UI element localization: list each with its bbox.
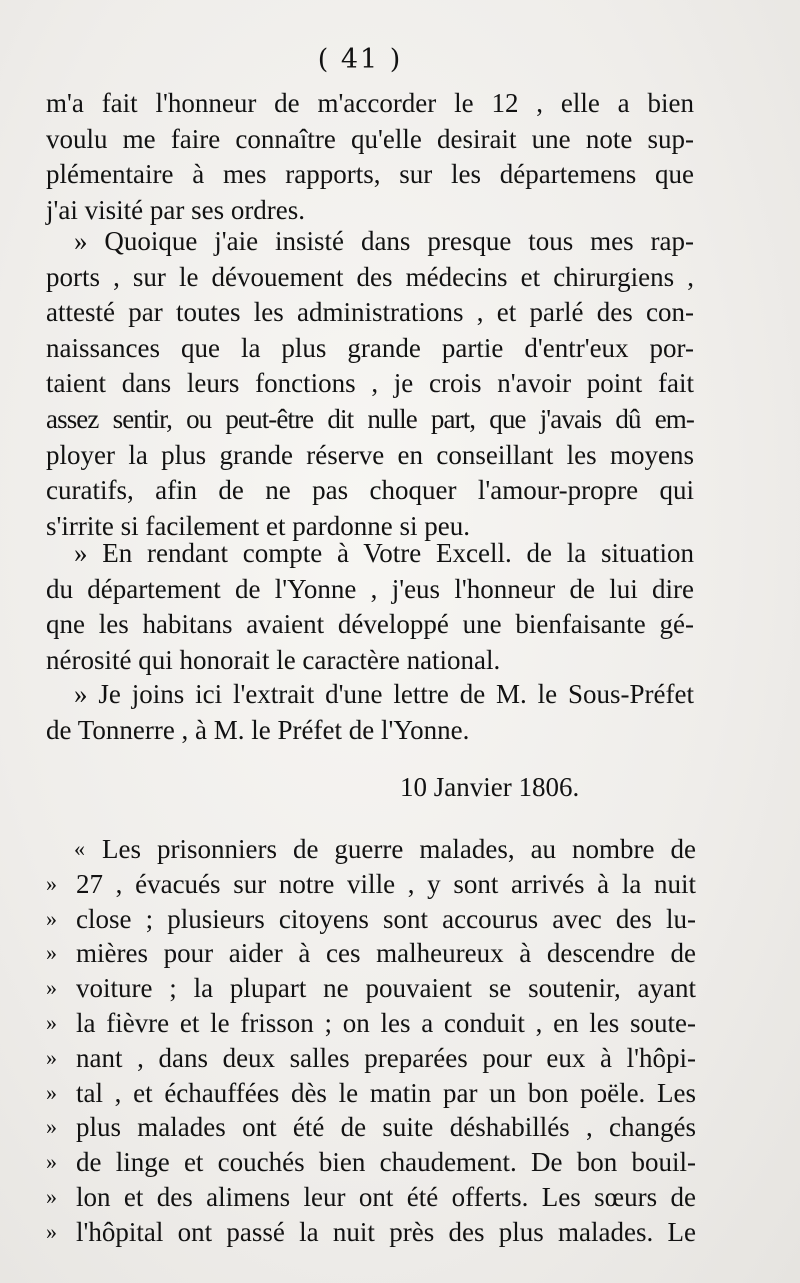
quote-mark: »	[46, 1044, 57, 1070]
text-line: voulu me faire connaître qu'elle desirait une note sup-	[46, 123, 694, 154]
paragraph-3	[46, 536, 694, 678]
quote-text: voiture ; la plupart ne pouvaient se soutenir, ayant	[76, 973, 696, 1004]
paragraph-1	[46, 86, 694, 228]
quote-text: plus malades ont été de suite déshabillés , changés	[76, 1112, 696, 1143]
quote-text: tal , et échauffées dès le matin par un bon poële. Les	[76, 1077, 696, 1108]
quote-text: Les prisonniers de guerre malades, au nombre de	[102, 834, 696, 864]
text-line: du département de l'Yonne , j'eus l'honneur de lui dire	[46, 573, 694, 604]
quote-line	[46, 832, 696, 867]
quote-text: la fièvre et le frisson ; on les a conduit , en les soute-	[76, 1007, 696, 1038]
quote-mark: »	[46, 1079, 57, 1105]
text-line: de Tonnerre , à M. le Préfet de l'Yonne.	[46, 714, 470, 745]
page-number: ( 41 )	[317, 44, 403, 75]
text-line: nérosité qui honorait le caractère national.	[46, 644, 501, 675]
quote-line	[46, 1076, 696, 1111]
quote-text: de linge et couchés bien chaudement. De bon bouil-	[76, 1147, 696, 1178]
quote-mark: »	[46, 940, 57, 966]
text-line: » En rendant compte à Votre Excell. de la situation	[74, 538, 694, 568]
quoted-letter	[46, 832, 696, 1250]
quote-line	[46, 1110, 696, 1145]
quote-line	[46, 1006, 696, 1041]
quote-mark: »	[46, 1114, 57, 1140]
quote-mark: «	[74, 836, 85, 861]
text-line: curatifs, afin de ne pas choquer l'amour-propre qui	[46, 475, 694, 506]
paragraph-4	[46, 677, 694, 748]
quote-text: lon et des alimens leur ont été offerts. Les sœurs de	[76, 1181, 696, 1212]
quote-text: 27 , évacués sur notre ville , y sont arrivés à la nuit	[76, 868, 696, 899]
text-line: ports , sur le dévouement des médecins et chirurgiens ,	[46, 261, 694, 292]
text-line: » Je joins ici l'extrait d'une lettre de M. le Sous-Préfet	[74, 679, 694, 709]
text-line: taient dans leurs fonctions , je crois n'avoir point fait	[46, 368, 694, 399]
quote-mark: »	[46, 1183, 57, 1209]
quote-line	[46, 936, 696, 971]
text-line: ployer la plus grande réserve en conseillant les moyens	[46, 439, 694, 470]
quote-line	[46, 1041, 696, 1076]
quote-line	[46, 1215, 696, 1250]
quote-line	[46, 1145, 696, 1180]
quote-text: nant , dans deux salles preparées pour eux à l'hôpi-	[76, 1042, 696, 1073]
quote-mark: »	[46, 1149, 57, 1175]
quote-line	[46, 902, 696, 937]
text-line: attesté par toutes les administrations , et parlé des con-	[46, 297, 694, 328]
text-line: naissances que la plus grande partie d'entr'eux por-	[46, 332, 694, 363]
text-line: assez sentir, ou peut-être dit nulle part, que j'avais dû em-	[46, 403, 694, 434]
quote-line	[46, 867, 696, 902]
paragraph-2	[46, 224, 694, 544]
quote-mark: »	[46, 1218, 57, 1244]
text-line: plémentaire à mes rapports, sur les départemens que	[46, 159, 694, 190]
quote-mark: »	[46, 1009, 57, 1035]
letter-date: 10 Janvier 1806.	[400, 772, 580, 802]
text-line: qne les habitans avaient développé une bienfaisante gé-	[46, 609, 694, 640]
text-line: m'a fait l'honneur de m'accorder le 12 , elle a bien	[46, 88, 694, 118]
quote-text: mières pour aider à ces malheureux à descendre de	[76, 938, 696, 969]
quote-line	[46, 971, 696, 1006]
quote-mark: »	[46, 870, 57, 896]
quote-text: close ; plusieurs citoyens sont accourus avec des lu-	[76, 903, 696, 934]
quote-mark: »	[46, 905, 57, 931]
text-line: s'irrite si facilement et pardonne si peu.	[46, 510, 470, 541]
quote-text: l'hôpital ont passé la nuit près des plus malades. Le	[76, 1216, 696, 1247]
quote-line	[46, 1180, 696, 1215]
text-line: j'ai visité par ses ordres.	[46, 194, 306, 225]
text-line: » Quoique j'aie insisté dans presque tous mes rap-	[74, 226, 694, 256]
quote-mark: »	[46, 975, 57, 1001]
